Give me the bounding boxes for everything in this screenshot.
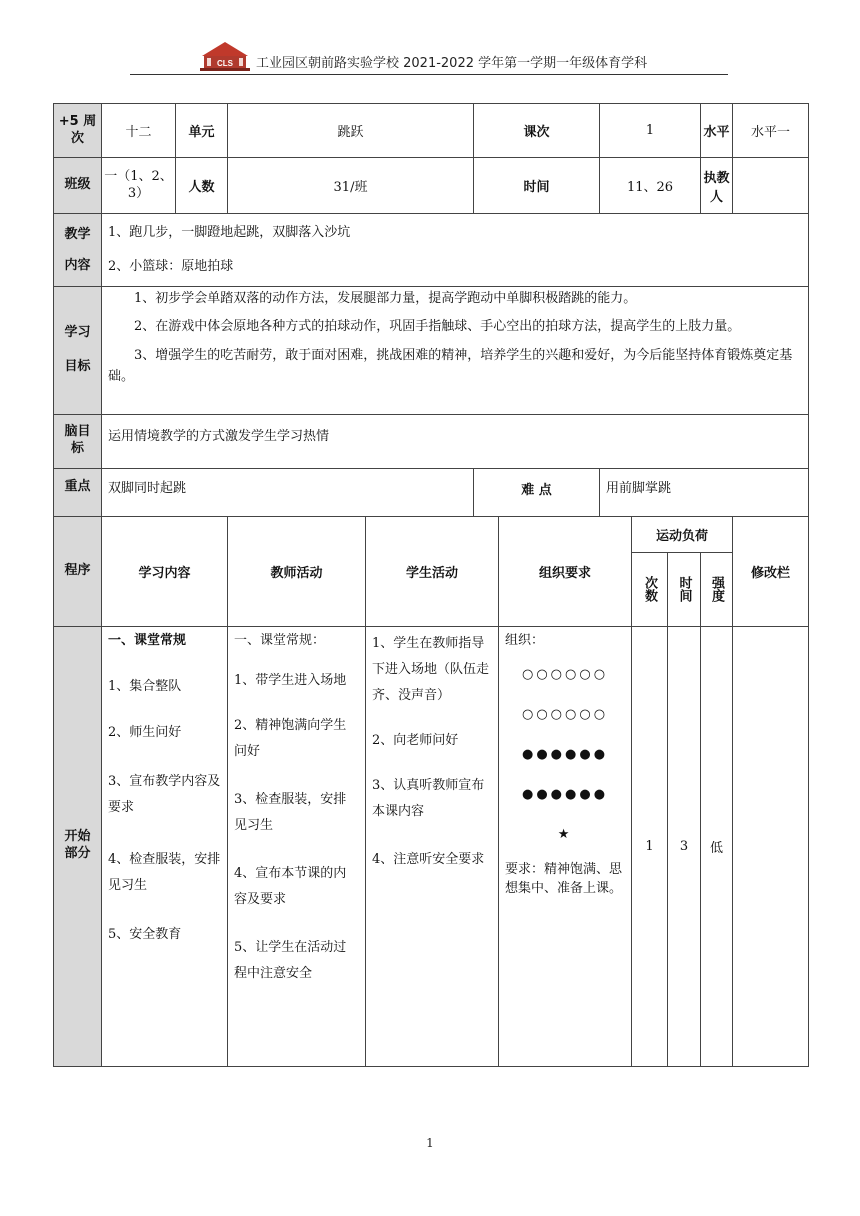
teacher-label: 执教人 — [701, 158, 733, 214]
start-organization — [499, 626, 632, 1066]
count-value: 31/班 — [228, 158, 474, 214]
student-item: 4、注意听安全要求 — [372, 851, 485, 867]
formation-row-hollow: ○○○○○○ — [521, 666, 609, 682]
goals-row — [54, 286, 809, 414]
duration-header — [668, 552, 701, 626]
brain-goal-label-line-2: 标 — [70, 441, 84, 457]
teacher-position-star-icon: ★ — [557, 827, 573, 843]
revision-header: 修改栏 — [733, 516, 809, 626]
logo-lettering: CLS — [217, 59, 233, 68]
learning-item: 3、宣布教学内容及要求 — [108, 774, 221, 816]
time-value: 11、26 — [600, 158, 701, 214]
brain-goal-text: 运用情境教学的方式激发学生学习热情 — [102, 414, 809, 468]
teacher-item: 4、宣布本节课的内容及要求 — [234, 865, 347, 907]
goals-label-line-2: 目标 — [64, 359, 91, 375]
student-item: 1、学生在教师指导下进入场地（队伍走齐、没声音） — [372, 635, 490, 703]
school-logo — [196, 38, 254, 72]
week-value: 十二 — [102, 104, 176, 158]
start-student-activity — [366, 626, 499, 1066]
lesson-number: 1 — [600, 104, 701, 158]
teacher-item: 一、课堂常规： — [234, 632, 326, 648]
start-section-row — [54, 626, 809, 1066]
start-duration: 3 — [668, 626, 701, 1066]
header-divider — [130, 74, 728, 75]
times-header — [632, 552, 668, 626]
goal-item: 2、在游戏中体会原地各种方式的拍球动作，巩固手指触球、手心空出的拍球方法，提高学生的上肢力量。 — [134, 319, 741, 335]
content-line-2: 2、小篮球：原地拍球 — [108, 258, 234, 274]
content-label-line-1: 教学 — [64, 226, 91, 242]
goal-item: 1、初步学会单踏双落的动作方法，发展腿部力量，提高学跑动中单脚积极踏跳的能力。 — [134, 290, 637, 306]
learning-content-header: 学习内容 — [102, 516, 228, 626]
start-section-label-line-1: 开始 — [64, 829, 91, 845]
start-learning-content — [102, 626, 228, 1066]
learning-item: 4、检查服装，安排见习生 — [108, 852, 221, 894]
student-item: 2、向老师问好 — [372, 732, 459, 748]
teacher-item: 2、精神饱满向学生问好 — [234, 717, 347, 759]
start-revision — [733, 626, 809, 1066]
content-row — [54, 214, 809, 287]
learning-item: 一、课堂常规 — [108, 632, 187, 648]
difficulty-label: 难 点 — [474, 468, 600, 516]
student-item: 3、认真听教师宣布本课内容 — [372, 777, 485, 819]
start-section-label-line-2: 部分 — [64, 846, 91, 862]
difficulty-text: 用前脚掌跳 — [600, 468, 809, 516]
content-label — [54, 214, 102, 287]
lesson-plan-table — [53, 103, 809, 1067]
goal-item: 3、增强学生的吃苦耐劳，敢于面对困难，挑战困难的精神，培养学生的兴趣和爱好，为今后能坚持体育锻炼奠定基础。 — [108, 348, 793, 384]
goals-label — [54, 286, 102, 414]
class-label: 班级 — [54, 158, 102, 214]
org-requirement: 要求：精神饱满、思想集中、准备上课。 — [505, 862, 623, 896]
learning-item: 1、集合整队 — [108, 678, 182, 694]
goals-text — [102, 286, 809, 414]
key-label: 重点 — [54, 468, 102, 516]
start-times: 1 — [632, 626, 668, 1066]
unit-value: 跳跃 — [228, 104, 474, 158]
page-number: 1 — [426, 1136, 434, 1150]
start-teacher-activity — [228, 626, 366, 1066]
document-header-title: 工业园区朝前路实验学校 2021-2022 学年第一学期一年级体育学科 — [256, 56, 648, 71]
learning-item: 5、安全教育 — [108, 927, 182, 943]
teacher-value — [733, 158, 809, 214]
teacher-activity-header: 教师活动 — [228, 516, 366, 626]
start-intensity: 低 — [701, 626, 733, 1066]
key-text: 双脚同时起跳 — [102, 468, 474, 516]
info-row-1 — [54, 104, 809, 158]
org-label: 组织： — [505, 632, 545, 648]
level-value: 水平一 — [733, 104, 809, 158]
formation-row-solid: ●●●●●● — [521, 747, 609, 763]
student-activity-header: 学生活动 — [366, 516, 499, 626]
lesson-label: 课次 — [474, 104, 600, 158]
teacher-item: 3、检查服装，安排见习生 — [234, 791, 347, 833]
duration-header-text: 时间 — [676, 576, 692, 603]
learning-item: 2、师生问好 — [108, 724, 182, 740]
intensity-header — [701, 552, 733, 626]
exercise-load-header: 运动负荷 — [632, 516, 733, 552]
formation-row-hollow: ○○○○○○ — [521, 706, 609, 722]
formation-row-solid: ●●●●●● — [521, 787, 609, 803]
procedure-header: 程序 — [54, 516, 102, 626]
brain-goal-label-line-1: 脑目 — [64, 424, 91, 440]
count-label: 人数 — [176, 158, 228, 214]
key-row — [54, 468, 809, 516]
brain-goal-row — [54, 414, 809, 468]
intensity-header-text: 强度 — [709, 576, 725, 603]
class-value: 一（1、2、3） — [102, 158, 176, 214]
unit-label: 单元 — [176, 104, 228, 158]
goals-label-line-1: 学习 — [64, 325, 91, 341]
info-row-2 — [54, 158, 809, 214]
column-header-row — [54, 516, 809, 552]
organization-header: 组织要求 — [499, 516, 632, 626]
content-label-line-2: 内容 — [64, 257, 91, 273]
teacher-item: 1、带学生进入场地 — [234, 672, 347, 688]
content-text — [102, 214, 809, 287]
week-label: +5 周次 — [54, 104, 102, 158]
start-section-label — [54, 626, 102, 1066]
level-label: 水平 — [701, 104, 733, 158]
times-header-text: 次数 — [642, 576, 658, 603]
brain-goal-label — [54, 414, 102, 468]
content-line-1: 1、跑几步，一脚蹬地起跳，双脚落入沙坑 — [108, 225, 351, 240]
time-label: 时间 — [474, 158, 600, 214]
teacher-item: 5、让学生在活动过程中注意安全 — [234, 939, 347, 981]
